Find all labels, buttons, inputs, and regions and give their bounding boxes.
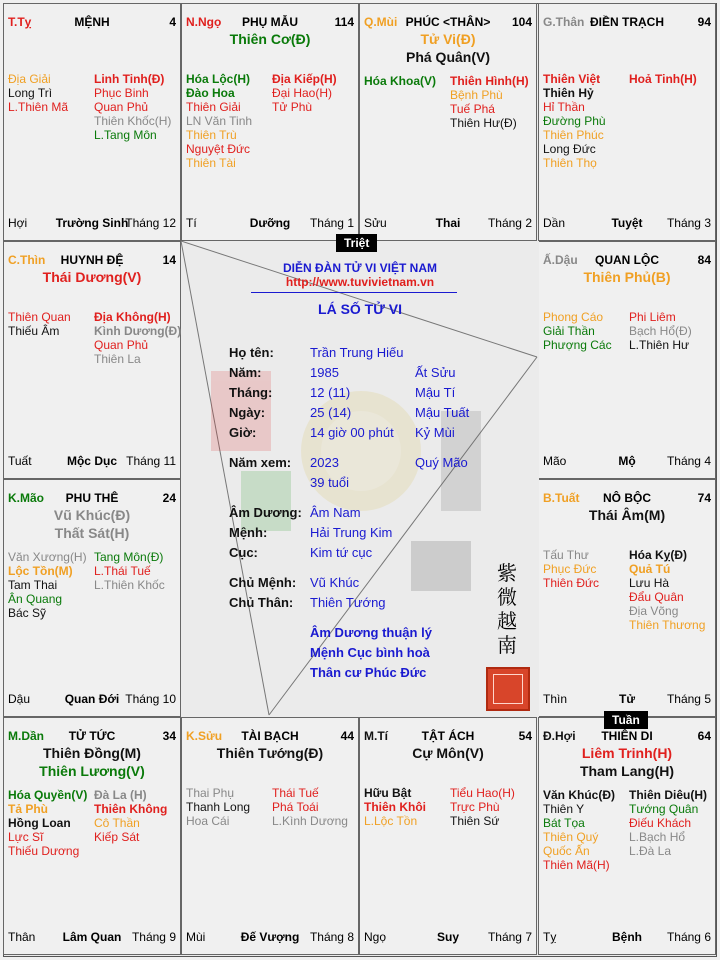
minor-star: Long Đức [543,142,596,156]
month-label: Tháng 2 [487,216,532,230]
truong-sinh-stage: Dưỡng [249,216,291,230]
minor-star: Thiên Khốc(H) [94,114,172,128]
truong-sinh-stage: Mộ [618,454,636,468]
red-seal-stamp [486,667,530,711]
earthly-branch: Mão [543,454,567,468]
info-can-chi: Quý Mão [415,455,468,470]
main-star: Thiên Lương(V) [39,763,145,779]
minor-star: Thiên Hình(H) [450,74,529,88]
brand-vertical-text [497,561,521,657]
minor-star: Thiếu Âm [8,324,60,338]
minor-star: Điếu Khách [629,816,692,830]
minor-star: Thái Tuế [272,786,319,800]
palace-cell-dientrach[interactable] [538,3,716,241]
minor-star: Thanh Long [186,800,251,814]
minor-star: Hóa Khoa(V) [364,74,436,88]
minor-star: Ân Quang [8,592,63,606]
minor-star: Hoả Tinh(H) [629,72,697,86]
info-label: Âm Dương: [229,505,302,520]
palace-header [186,729,354,745]
can-chi: Đ.Hợi [543,729,576,743]
minor-star: Bệnh Phù [450,88,503,102]
main-star: Tử Vi(Đ) [420,31,476,47]
minor-star: Thiên La [94,352,141,366]
dai-van-number: 64 [697,729,711,743]
truong-sinh-stage: Quan Đới [64,692,120,706]
tuan-tag: Tuần [604,711,648,729]
palace-name: PHỤ MẪU [242,15,298,29]
palace-footer [8,216,176,230]
main-star: Phá Quân(V) [405,49,490,65]
palace-cell-phuc[interactable] [359,3,537,241]
minor-star: LN Văn Tinh [186,114,253,128]
palace-name: PHÚC <THÂN> [405,15,491,29]
truong-sinh-stage: Mộc Dục [66,454,117,468]
info-label: Năm: [229,365,262,380]
dai-van-number: 4 [169,15,176,29]
info-value: Âm Nam [310,505,361,520]
month-label: Tháng 12 [125,216,176,230]
minor-star: Hỉ Thần [543,100,585,114]
minor-star: Thiên Quan [8,310,71,324]
truong-sinh-stage: Suy [436,930,459,944]
chart-note: Thân cư Phúc Đức [310,665,427,680]
info-label: Giờ: [229,425,257,440]
can-chi: B.Tuất [543,491,580,505]
minor-star: Thiên Tài [186,156,236,170]
minor-stars-left [543,788,615,872]
palace-cell-taibach[interactable] [181,717,359,955]
can-chi: K.Sửu [186,729,223,743]
minor-star: Trực Phù [450,800,500,814]
palace-footer [543,454,711,468]
earthly-branch: Tỵ [543,930,557,944]
minor-star: Địa Võng [629,604,679,618]
minor-stars-left [186,72,252,170]
main-star: Thiên Đồng(M) [43,745,141,761]
info-label: Năm xem: [229,455,292,470]
minor-star: Tiểu Hao(H) [450,786,515,800]
minor-star: L.Thiên Mã [8,100,69,114]
main-star: Thiên Tướng(Đ) [216,745,324,761]
minor-star: Đẩu Quân [629,590,684,604]
dai-van-number: 94 [697,15,711,29]
info-can-chi: Kỷ Mùi [415,425,455,440]
minor-star: Tuế Phá [450,102,495,116]
dai-van-number: 44 [340,729,354,743]
minor-stars-left [8,310,71,338]
minor-star: Thiên Diêu(H) [629,788,707,802]
palace-footer [8,454,176,468]
earthly-branch: Ngọ [364,930,387,944]
palace-header [8,729,176,745]
palace-cell-phumau[interactable] [181,3,359,241]
chart-note: Âm Dương thuận lý [310,625,432,640]
minor-stars-right [629,788,707,858]
palace-cell-menh[interactable] [3,3,181,241]
minor-star: Thiếu Dương [8,844,80,858]
minor-star: Linh Tinh(Đ) [94,72,165,86]
minor-stars-left [8,550,87,620]
minor-stars-right [94,72,171,142]
can-chi: K.Mão [8,491,44,505]
minor-star: Địa Giải [8,72,51,86]
info-value: 25 (14) [310,405,352,420]
info-value: Kim tứ cục [310,545,373,560]
palace-cell-noboc[interactable] [538,479,716,717]
minor-star: Đà La (H) [94,788,147,802]
minor-star: Hóa Kỵ(Đ) [629,548,688,562]
minor-star: Thiên Hư(Đ) [450,116,517,130]
palace-footer [543,216,711,230]
info-value: Thiên Tướng [310,595,386,610]
brand-char: 紫 [497,561,517,585]
main-star: Thiên Cơ(Đ) [229,31,311,47]
palace-cell-quanloc[interactable] [538,241,716,479]
main-star: Vũ Khúc(Đ) [53,507,131,523]
brand-char: 微 [497,585,517,609]
minor-star: Thiên Giải [186,100,241,114]
can-chi: M.Dần [8,729,44,743]
info-value: Trần Trung Hiếu [310,345,404,360]
palace-name: PHU THÊ [65,491,119,505]
minor-star: Quan Phủ [94,338,149,352]
palace-header [364,729,532,745]
minor-star: Lưu Hà [629,576,670,590]
minor-star: Thiên Trù [186,128,237,142]
palace-cell-thiendi[interactable] [538,717,716,955]
palace-footer [8,692,176,706]
truong-sinh-stage: Thai [435,216,461,230]
minor-star: Thiên Quý [543,830,599,844]
palace-header [186,15,354,31]
minor-star: Tam Thai [8,578,58,592]
info-value: 1985 [310,365,339,380]
main-star: Liêm Trinh(H) [581,745,673,761]
minor-star: Địa Không(H) [94,310,171,324]
truong-sinh-stage: Tuyệt [611,216,643,230]
minor-stars-left [186,786,250,828]
minor-star: Thiên Y [543,802,585,816]
main-star: Thiên Phủ(B) [583,269,671,285]
earthly-branch: Thân [8,930,36,944]
palace-header [543,15,711,31]
minor-star: Thiên Sứ [450,814,500,828]
minor-star: Hồng Loan [8,816,71,830]
month-label: Tháng 9 [131,930,176,944]
minor-star: L.Thiên Hư [629,338,690,352]
minor-star: Tướng Quân [629,802,699,816]
minor-star: Bạch Hổ(Đ) [629,324,692,338]
main-star: Thái Dương(V) [42,269,142,285]
minor-star: Văn Khúc(Đ) [543,788,615,802]
month-label: Tháng 7 [487,930,532,944]
month-label: Tháng 4 [666,454,711,468]
minor-star: Cô Thần [94,816,140,830]
info-value: Hải Trung Kim [310,525,393,540]
minor-star: Đào Hoa [186,86,235,100]
minor-star: Hóa Lộc(H) [186,72,250,86]
month-label: Tháng 3 [666,216,711,230]
truong-sinh-stage: Đế Vượng [240,930,300,944]
minor-star: Tử Phù [272,100,313,114]
minor-star: Thiên Đức [543,576,600,590]
minor-star: L.Thái Tuế [94,564,151,578]
minor-stars-right [629,310,692,352]
minor-star: L.Tang Môn [94,128,157,142]
palace-footer [364,216,532,230]
dai-van-number: 84 [697,253,711,267]
palace-cell-huynhde[interactable] [3,241,181,479]
palace-header [8,253,176,269]
minor-star: Phá Toái [272,800,319,814]
can-chi: N.Ngọ [186,15,222,29]
minor-star: L.Đà La [629,844,672,858]
minor-stars-left [543,310,612,352]
can-chi: Ấ.Dậu [543,253,578,267]
palace-name: MỆNH [74,15,110,29]
dai-van-number: 54 [518,729,532,743]
minor-star: Địa Kiếp(H) [272,72,337,86]
palace-footer [186,930,354,944]
minor-star: Kiếp Sát [94,830,140,844]
minor-stars-right [629,72,697,86]
minor-star: Phong Cáo [543,310,604,324]
chart-note: Mệnh Cục bình hoà [310,645,430,660]
minor-star: Đại Hao(H) [272,86,333,100]
palace-header [543,729,711,745]
minor-stars-left [8,788,87,858]
info-can-chi: Ất Sửu [415,365,456,380]
palace-footer [186,216,354,230]
minor-star: Thiên Khôi [364,800,426,814]
palace-name: TÀI BẠCH [241,729,299,743]
info-can-chi: Mậu Tuất [415,405,470,420]
month-label: Tháng 5 [666,692,711,706]
earthly-branch: Hợi [8,216,28,230]
chart-title: LÁ SỐ TỬ VI [318,301,402,317]
site-title: DIỄN ĐÀN TỬ VI VIỆT NAM [283,261,437,275]
center-panel [181,241,539,717]
minor-star: Văn Xương(H) [8,550,87,564]
minor-star: Tấu Thư [543,548,589,562]
triet-tag: Triệt [336,234,377,252]
info-value: Vũ Khúc [310,575,360,590]
minor-star: Bát Tọa [543,816,585,830]
info-value: 39 tuổi [310,475,350,490]
info-label: Chủ Thân: [229,595,294,610]
minor-star: Đường Phù [543,114,606,128]
palace-footer [364,930,532,944]
truong-sinh-stage: Bệnh [612,930,642,944]
info-label: Chủ Mệnh: [229,575,297,590]
palace-footer [543,930,711,944]
palace-header [364,15,532,31]
palace-footer [543,692,711,706]
minor-stars-left [364,786,426,828]
minor-star: Quan Phủ [94,100,149,114]
minor-star: Bác Sỹ [8,606,47,620]
site-url[interactable]: http://www.tuvivietnam.vn [285,275,435,289]
palace-name: QUAN LỘC [595,253,659,267]
minor-stars-right [450,74,529,130]
info-label: Tháng: [229,385,273,400]
earthly-branch: Dần [543,216,566,230]
minor-star: Nguyệt Đức [186,142,251,156]
minor-star: Hóa Quyền(V) [8,788,88,802]
minor-stars-left [543,72,606,170]
dai-van-number: 104 [511,15,532,29]
truong-sinh-stage: Lâm Quan [62,930,122,944]
can-chi: M.Tí [364,729,388,743]
minor-star: Thiên Hỷ [543,86,594,100]
palace-cell-tutuc[interactable] [3,717,181,955]
minor-stars-right [450,786,515,828]
earthly-branch: Tí [186,216,197,230]
minor-star: Thai Phụ [186,786,235,800]
minor-star: Thiên Việt [543,72,601,86]
minor-star: Giải Thần [543,324,595,338]
minor-star: Thiên Không [94,802,168,816]
earthly-branch: Sửu [364,216,387,230]
info-label: Họ tên: [229,345,274,360]
minor-star: Phục Binh [94,86,149,100]
month-label: Tháng 6 [666,930,711,944]
dai-van-number: 14 [162,253,176,267]
minor-star: L.Lộc Tồn [364,814,418,828]
earthly-branch: Mùi [186,930,206,944]
month-label: Tháng 10 [125,692,176,706]
minor-star: Hữu Bật [364,786,412,800]
main-star: Thái Âm(M) [588,507,666,523]
minor-star: Quốc Ấn [543,844,590,858]
dai-van-number: 24 [162,491,176,505]
minor-stars-right [94,788,167,844]
minor-star: Phi Liêm [629,310,676,324]
minor-star: Thiên Phúc [543,128,604,142]
palace-header [8,15,176,31]
dai-van-number: 114 [334,15,354,29]
title-divider [251,292,457,293]
info-value: 12 (11) [310,385,351,400]
dai-van-number: 34 [162,729,176,743]
palace-name: ĐIỀN TRẠCH [590,15,664,29]
earthly-branch: Dậu [8,692,31,706]
minor-star: Kình Dương(Đ) [94,324,182,338]
minor-stars-left [543,548,599,590]
minor-stars-right [272,786,348,828]
minor-stars-right [272,72,337,114]
minor-stars-right [94,550,165,592]
minor-star: Lực Sĩ [8,830,44,844]
minor-star: Quả Tú [629,562,671,576]
brand-char: 越 [497,609,517,633]
palace-header [543,253,711,269]
palace-name: HUYNH ĐỆ [60,253,124,267]
palace-cell-phuthe[interactable] [3,479,181,717]
month-label: Tháng 11 [126,454,176,468]
palace-header [8,491,176,507]
palace-cell-tatach[interactable] [359,717,537,955]
minor-star: Tang Môn(Đ) [94,550,164,564]
minor-stars-left [364,74,436,88]
info-label: Cục: [229,545,258,560]
earthly-branch: Tuất [8,454,32,468]
month-label: Tháng 8 [309,930,354,944]
truong-sinh-stage: Trường Sinh [55,216,129,230]
minor-star: Phục Đức [543,562,597,576]
palace-name: THIÊN DI [601,729,653,743]
minor-star: Thiên Thương [629,618,706,632]
minor-star: Thiên Thọ [543,156,597,170]
can-chi: T.Tỵ [8,15,32,29]
info-label: Mệnh: [229,525,268,540]
minor-star: L.Thiên Khốc [94,578,165,592]
truong-sinh-stage: Tử [618,692,636,706]
earthly-branch: Thìn [543,692,568,706]
can-chi: C.Thìn [8,253,46,267]
minor-stars-right [94,310,181,366]
info-value: 14 giờ 00 phút [310,425,394,440]
minor-star: Lộc Tồn(M) [8,564,73,578]
minor-star: Long Trì [8,86,53,100]
info-can-chi: Mậu Tí [415,385,456,400]
palace-name: TẬT ÁCH [421,729,475,743]
minor-star: L.Kình Dương [272,814,348,828]
info-value: 2023 [310,455,339,470]
minor-star: Tả Phù [8,802,49,816]
main-star: Tham Lang(H) [579,763,675,779]
minor-star: Phượng Các [543,338,612,352]
palace-name: NÔ BỘC [603,491,651,505]
can-chi: Q.Mùi [364,15,398,29]
minor-stars-left [8,72,68,114]
palace-footer [8,930,176,944]
dai-van-number: 74 [697,491,711,505]
palace-header [543,491,711,507]
info-label: Ngày: [229,405,266,420]
month-label: Tháng 1 [309,216,354,230]
main-star: Cự Môn(V) [412,745,484,761]
brand-char: 南 [497,633,517,657]
minor-star: L.Bạch Hổ [629,830,686,844]
main-star: Thất Sát(H) [54,525,130,541]
minor-star: Thiên Mã(H) [543,858,610,872]
palace-name: TỬ TỨC [68,729,116,743]
minor-stars-right [629,548,705,632]
can-chi: G.Thân [543,15,585,29]
minor-star: Hoa Cái [186,814,230,828]
